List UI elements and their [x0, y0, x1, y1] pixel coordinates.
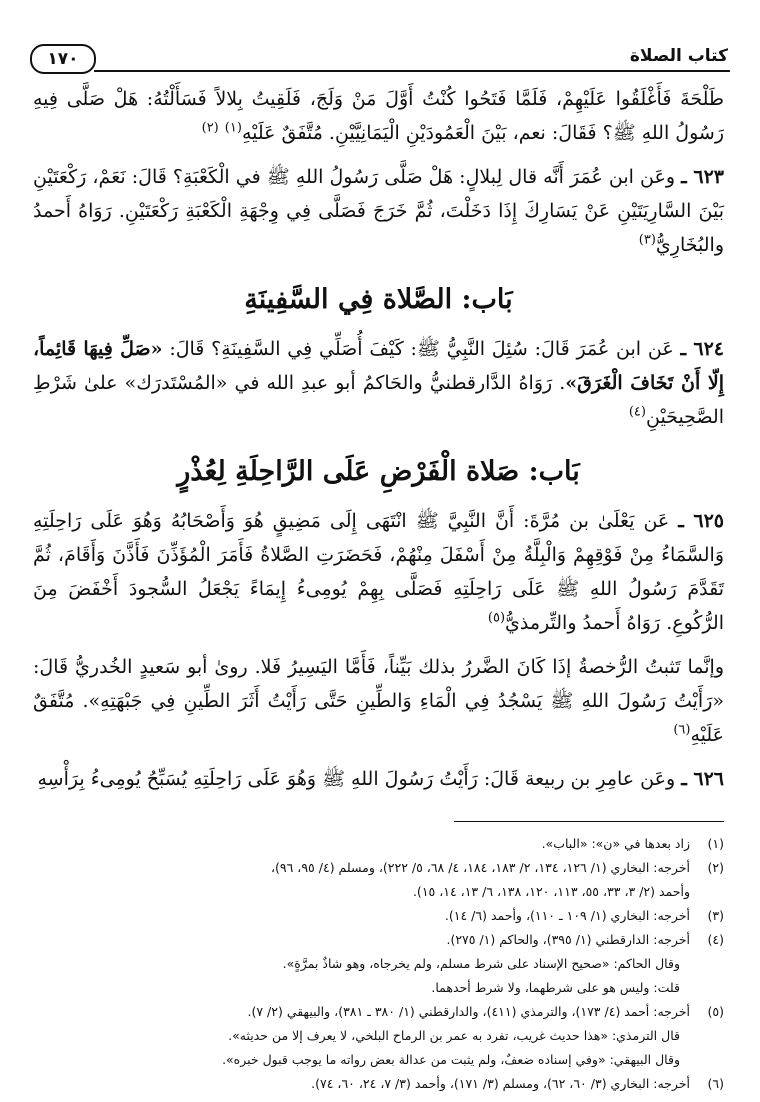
footnote	[33, 832, 724, 856]
footnote	[33, 904, 724, 928]
footnote-line: وقال الحاكم: «صحيح الإسناد على شرط مسلم، ولم يخرجاه، وهو شاذٌ بمرَّةٍ».	[282, 956, 680, 971]
footnote-text	[33, 832, 690, 856]
footnote-ref-4: (٤)	[628, 404, 646, 420]
hadith-623	[33, 160, 724, 262]
hadith-text: وعَن ابن عُمَرَ أَنَّه قال لِبلالٍ: هَلْ صَلَّى رَسُولُ اللهِ ﷺ في الْكَعْبَةِ؟ قَالَ: نَعَمْ، رَكْعَتَيْنِ بَيْنَ السَّارِيَتَيْنِ عَنْ يَسَارِكَ إِذَا دَخَلْتَ، ثُمَّ خَرَجَ فَصَلَّى فِي وِجْهَةِ الْكَعْبَةِ رَكْعَتَيْنِ. رَوَاهُ أَحمدُ والبُخَارِيُّ	[33, 166, 724, 256]
footnote-text	[33, 1000, 690, 1072]
footnote-number: (٤)	[707, 932, 724, 947]
footnote-line: أخرجه: البخاري (١/ ١٢٦، ١٣٤، ٢/ ١٨٣، ١٨٤، ٤/ ٦٨، ٥/ ٢٢٢)، ومسلم (٤/ ٩٥، ٩٦)،	[270, 860, 690, 875]
footnote-text	[33, 904, 690, 928]
footnote-line: وأحمد (٢/ ٣، ٣٣، ٥٥، ١١٣، ١٢٠، ١٣٨، ٦/ ١٣، ١٤، ١٥).	[412, 884, 690, 899]
quote-text: «رَأَيْتُ رَسُولَ اللهِ ﷺ يَسْجُدُ فِي الْمَاءِ وَالطِّينِ حَتَّى رَأَيْتُ أَثَرَ الطِّينِ فِي جَبْهَتِهِ»	[88, 690, 724, 712]
main-text	[33, 82, 724, 806]
footnote-line: أخرجه: البخاري (٣/ ٦٠، ٦٢)، ومسلم (٣/ ١٧١)، وأحمد (٣/ ٧، ٢٤، ٦٠، ٧٤).	[311, 1076, 690, 1091]
footnote	[33, 1000, 724, 1072]
footnote-ref-5: (٥)	[487, 610, 506, 626]
footnote-line: زاد بعدها في «ن»: «الباب».	[541, 836, 690, 851]
footnote-text	[33, 1072, 690, 1096]
footnotes	[33, 832, 724, 1096]
hadith-number: ٦٢٥ ـ	[678, 510, 724, 532]
hadith-text-tail: . رَوَاهُ الدَّارقطنيُّ والحَاكمُ أبو عبدِ الله في «المُسْتَدرَك» علىٰ شَرْطِ الصَّحِيحَيْنِ	[33, 372, 724, 428]
hadith-text: عَن ابن عُمَرَ قَالَ: سُئِلَ النَّبِيُّ ﷺ: كَيْفَ أُصَلِّي فِي السَّفِينَةِ؟ قَالَ:	[169, 338, 674, 360]
footnote-number: (٢)	[707, 860, 724, 875]
commentary-tail: . مُتَّفَقٌ عَلَيْهِ	[33, 690, 724, 746]
footnote-line: أخرجه: أحمد (٤/ ١٧٣)، والترمذي (٤١١)، والدارقطني (١/ ٣٨٠ ـ ٣٨١)، والبيهقي (٢/ ٧).	[247, 1004, 690, 1019]
footnote-text	[33, 856, 690, 904]
footnote-ref-3: (٣)	[638, 232, 656, 248]
hadith-text: عَن يَعْلَىٰ بن مُرَّةَ: أَنَّ النَّبِيَّ ﷺ انْتَهَى إِلَى مَضِيقٍ هُوَ وَأَصْحَابُهُ وَهُوَ عَلَى رَاحِلَتِهِ وَالسَّمَاءُ مِنْ فَوْقِهِمْ وَالْبِلَّةُ مِنْ أَسْفَلَ مِنْهُمْ، فَحَضَرَتِ الصَّلاةُ فَأَمَرَ الْمُؤَذِّنَ فَأَذَّنَ وَأَقَامَ، ثُمَّ تَقَدَّمَ رَسُولُ اللهِ ﷺ عَلَى رَاحِلَتِهِ فَصَلَّى بِهِمْ يُومِىءُ إِيمَاءً يَجْعَلُ السُّجودَ أَخْفَضَ مِنَ الرُّكُوعِ. رَوَاهُ أَحمدُ والتِّرمذيُّ	[33, 510, 725, 634]
book-title: كتاب الصلاة	[629, 46, 728, 66]
hadith-number: ٦٢٤ ـ	[680, 338, 724, 360]
prophetic-quote: «صَلِّ فِيهَا قَائِماً، إِلّا أَنْ تَخَافَ الْغَرَقَ»	[33, 338, 724, 394]
footnote-line: أخرجه: الدارقطني (١/ ٣٩٥)، والحاكم (١/ ٢٧٥).	[446, 932, 690, 947]
footnote	[33, 928, 724, 1000]
footnote-ref-2: (٢)	[201, 120, 219, 136]
footnote-line: أخرجه: البخاري (١/ ١٠٩ ـ ١١٠)، وأحمد (٦/ ١٤).	[444, 908, 690, 923]
footnote-text	[33, 928, 690, 1000]
hadith-625	[33, 504, 724, 640]
commentary-text: وإنَّما تَثبتُ الرُّخصةُ إذَا كَانَ الضَّررُ بذلك بَيِّناً، فَأَمَّا اليَسِيرُ فَلا. روىٰ أبو سَعيدٍ الخُدريُّ قَالَ:	[33, 656, 724, 678]
chapter-heading-ship-prayer: بَاب: الصَّلاة فِي السَّفِينَةِ	[244, 284, 513, 315]
continuation-text: طَلْحَةَ فَأَغْلَقُوا عَلَيْهِمْ، فَلَمَّا فَتَحُوا كُنْتُ أَوَّلَ مَنْ وَلَجَ، فَلَقِيتُ بِلالاً فَسَأَلْتُهُ: هَلْ صَلَّى فِيهِ رَسُولُ اللهِ ﷺ؟ فَقَالَ: نعم، بَيْنَ الْعَمُودَيْنِ الْيَمَانِيَّيْنِ. مُتَّفَقٌ عَلَيْهِ	[33, 88, 724, 144]
page-number: ١٧٠	[30, 44, 96, 74]
footnote-line: قال الترمذي: «هذا حديث غريب، تفرد به عمر بن الرماح البلخي، لا يعرف إلا من حديثه».	[228, 1028, 680, 1043]
footnote-number: (٦)	[707, 1076, 724, 1091]
footnote-line: قلت: وليس هو على شرطهما، ولا شرط أحدهما.	[431, 980, 680, 995]
footnote-line: وقال البيهقي: «وفي إسناده ضعفٌ، ولم يثبت من عدالة بعض رواته ما يوجب قبول خبره».	[222, 1052, 680, 1067]
hadith-626	[33, 762, 724, 796]
hadith-624	[33, 332, 724, 434]
footnote-ref-6: (٦)	[673, 722, 691, 738]
footnote	[33, 856, 724, 904]
footnote-number: (٣)	[707, 908, 724, 923]
page-header	[30, 44, 730, 74]
hadith-text: وعَن عامِرِ بن ربيعة قَالَ: رَأَيْتُ رَسُولَ اللهِ ﷺ وَهُوَ عَلَى رَاحِلَتِهِ يُسَبِّحُ يُومِىءُ بِرَأْسِهِ	[37, 768, 676, 790]
footnote-number: (٥)	[707, 1004, 724, 1019]
hadith-number: ٦٢٦ ـ	[681, 768, 724, 790]
paragraph-rukhsa	[33, 650, 724, 752]
footnote	[33, 1072, 724, 1096]
footnote-ref-1: (١)	[224, 120, 242, 136]
footnote-separator	[454, 821, 724, 822]
header-rule	[94, 70, 730, 72]
hadith-number: ٦٢٣ ـ	[681, 166, 724, 188]
footnote-number: (١)	[707, 836, 724, 851]
chapter-heading-mount-prayer: بَاب: صَلاة الْفَرْضِ عَلَى الرَّاحِلَةِ لِعُذْرٍ	[177, 456, 580, 487]
paragraph-continuation	[33, 82, 724, 150]
